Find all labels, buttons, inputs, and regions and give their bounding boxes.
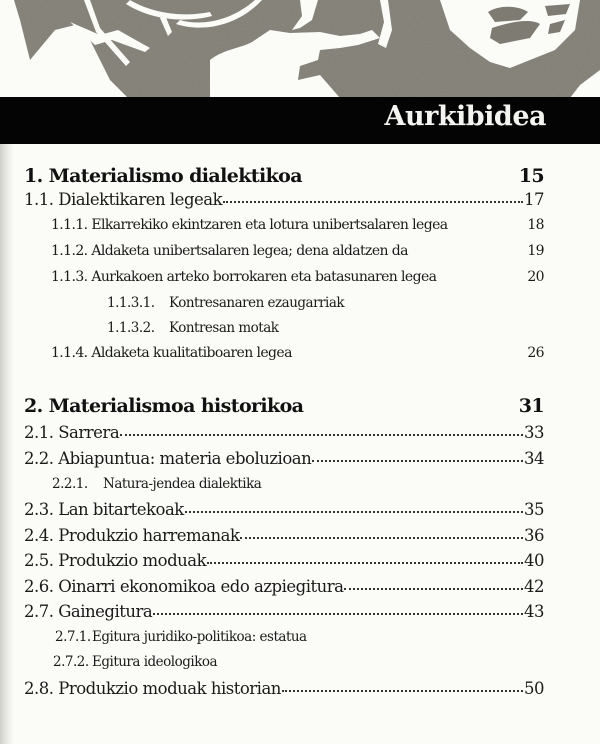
entry-number: 2.1. (24, 423, 54, 442)
page-title: Aurkibidea (384, 101, 546, 132)
entry-title: Aldaketa unibertsalaren legea; dena aldatzen da (91, 243, 408, 259)
entry-number: 1.1.3.2. (107, 320, 155, 336)
dot-leader (120, 434, 523, 436)
entry-page-number: 40 (524, 551, 544, 570)
entry-number: 2.8. (24, 679, 54, 698)
entry-number: 2.7. (24, 602, 54, 621)
dot-leader (240, 537, 523, 539)
dot-leader (223, 201, 523, 203)
dot-leader (312, 460, 523, 462)
entry-title: Sarrera (58, 423, 120, 442)
entry-title: Aldaketa kualitatiboaren legea (91, 345, 292, 361)
entry-number: 1.1.1. (51, 217, 88, 233)
entry-title: Oinarri ekonomikoa edo azpiegitura (58, 577, 344, 596)
entry-page-number: 34 (524, 449, 544, 468)
entry-number: 1.1.3.1. (107, 295, 155, 311)
entry-page-number: 42 (524, 577, 544, 596)
entry-page-number: 26 (527, 345, 544, 361)
toc-entry[interactable] (51, 217, 544, 233)
entry-page-number: 18 (527, 217, 544, 233)
entry-title: Elkarrekiko ekintzaren eta lotura unibertsalaren legea (91, 217, 448, 233)
entry-number: 2.3. (24, 500, 54, 519)
entry-title: Dialektikaren legeak (58, 190, 223, 209)
entry-number: 2.2.1. (52, 476, 88, 492)
chapter-title: Materialismo dialektikoa (48, 165, 302, 187)
entry-title: Abiapuntua: materia eboluzioan (58, 449, 312, 468)
toc-entry[interactable] (51, 243, 544, 259)
toc-entry[interactable] (24, 526, 544, 545)
dot-leader (344, 588, 523, 590)
chapter-page-number: 15 (518, 165, 544, 187)
toc-entry[interactable] (24, 679, 544, 698)
toc-entry[interactable] (107, 295, 544, 311)
toc-entry[interactable] (24, 449, 544, 468)
entry-page-number: 17 (524, 190, 544, 209)
toc-entry[interactable] (24, 500, 544, 519)
entry-number: 1.1.4. (51, 345, 88, 361)
entry-page-number: 35 (524, 500, 544, 519)
toc-entry[interactable] (24, 577, 544, 596)
cover-illustration-graphic (0, 0, 600, 98)
entry-number: 2.7.2. (53, 654, 89, 670)
entry-number: 2.4. (24, 526, 54, 545)
entry-number: 2.6. (24, 577, 54, 596)
entry-title: Produkzio moduak historian (58, 679, 281, 698)
chapter-number: 1. (24, 165, 43, 187)
entry-page-number: 36 (524, 526, 544, 545)
entry-number: 1.1.2. (51, 243, 88, 259)
toc-entry[interactable] (52, 476, 544, 492)
entry-page-number: 33 (524, 423, 544, 442)
toc-entry[interactable] (24, 551, 544, 570)
entry-title: Egitura ideologikoa (92, 654, 218, 670)
entry-title: Aurkakoen arteko borrokaren eta batasunaren legea (91, 269, 437, 285)
toc-entry[interactable] (51, 345, 544, 361)
entry-title: Gainegitura (58, 602, 153, 621)
title-bar (0, 97, 600, 144)
entry-number: 2.5. (24, 551, 54, 570)
chapter-number: 2. (24, 395, 43, 417)
toc-entry[interactable] (51, 269, 544, 285)
dot-leader (282, 690, 523, 692)
toc-entry[interactable] (55, 629, 544, 645)
chapter-page-number: 31 (518, 395, 544, 417)
entry-title: Kontresan motak (169, 320, 279, 336)
entry-title: Produkzio harremanak (58, 526, 240, 545)
toc-chapter[interactable] (24, 395, 544, 417)
entry-number: 1.1.3. (51, 269, 88, 285)
entry-page-number: 20 (527, 269, 544, 285)
entry-number: 2.7.1. (55, 629, 91, 645)
dot-leader (153, 613, 523, 615)
dot-leader (185, 511, 523, 513)
entry-number: 1.1. (24, 190, 54, 209)
toc-chapter[interactable] (24, 165, 544, 187)
toc-entry[interactable] (107, 320, 544, 336)
dot-leader (207, 562, 523, 564)
entry-page-number: 43 (524, 602, 544, 621)
entry-page-number: 50 (524, 679, 544, 698)
toc-entry[interactable] (53, 654, 544, 670)
cover-illustration (0, 0, 600, 98)
chapter-title: Materialismoa historikoa (48, 395, 304, 417)
entry-title: Natura-jendea dialektika (103, 476, 262, 492)
toc-entry[interactable] (24, 190, 544, 209)
entry-title: Lan bitartekoak (58, 500, 184, 519)
entry-number: 2.2. (24, 449, 54, 468)
entry-title: Produkzio moduak (58, 551, 207, 570)
toc-entry[interactable] (24, 602, 544, 621)
entry-title: Kontresanaren ezaugarriak (169, 295, 345, 311)
toc-entry[interactable] (24, 423, 544, 442)
entry-page-number: 19 (527, 243, 544, 259)
entry-title: Egitura juridiko-politikoa: estatua (92, 629, 307, 645)
